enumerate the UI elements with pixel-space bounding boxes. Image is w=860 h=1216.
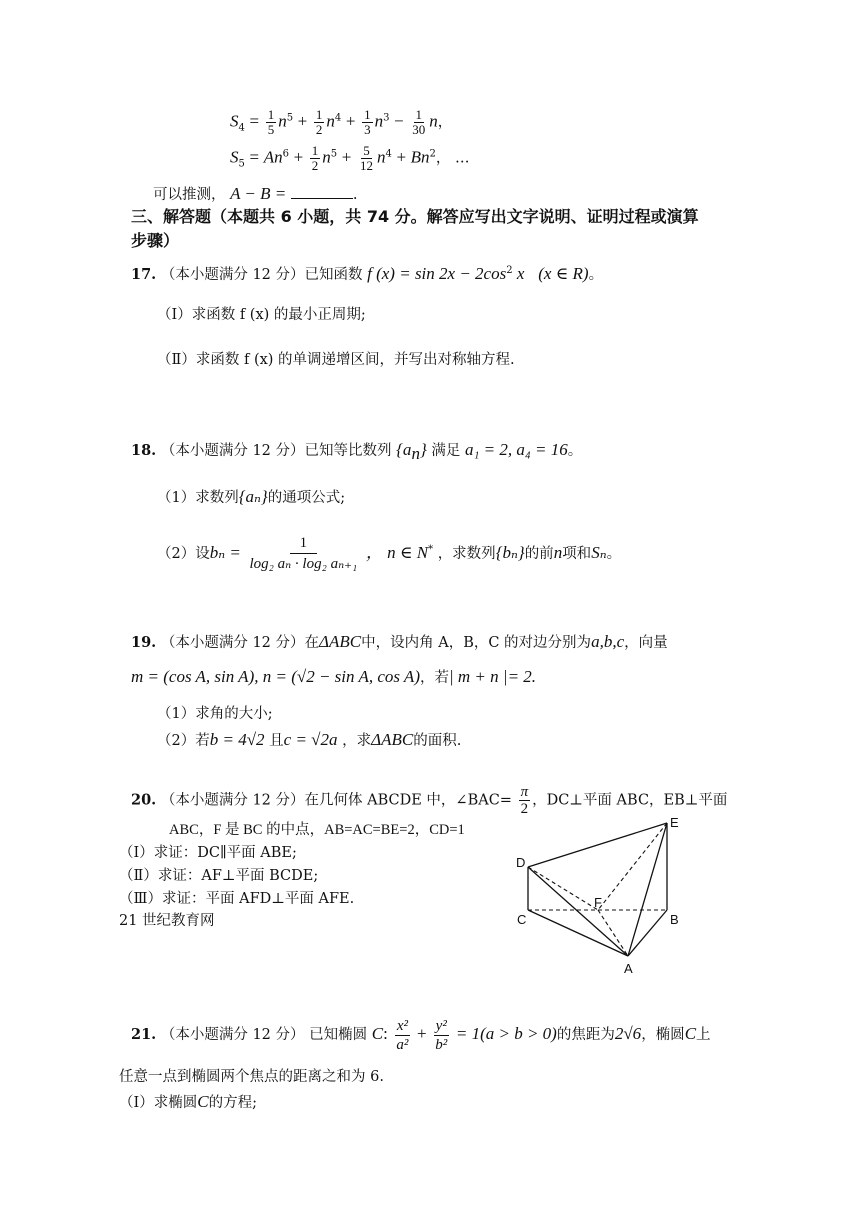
- s4-formula: $S_4$ = $\frac{1}{5}$ $n^5$ + $\frac{1}{2}$ $n^4$ + $\frac{1}{3}$ $n^3$ − $\frac{1}{30}$ n，: [230, 107, 453, 137]
- label-D: D: [516, 855, 526, 870]
- label-B: B: [670, 912, 679, 927]
- label-C: C: [517, 912, 527, 927]
- section-heading-cont: 步骤）: [131, 231, 180, 250]
- fraction: $\frac{1}{30}$: [412, 107, 426, 137]
- q21-part1: （Ⅰ）求椭圆C的方程;: [119, 1092, 257, 1111]
- q18-stem: 18. （本小题满分 12 分）已知等比数列 $\{a_n\}$ 满足 a₁ = 2, a₄ = 16。: [131, 440, 583, 463]
- q17-part2: （Ⅱ）求函数 f (x) 的单调递增区间，并写出对称轴方程.: [157, 352, 515, 368]
- label-F: F: [594, 895, 602, 910]
- q19-part2: （2）若b = 4√2 且c = √2a ，求ΔABC的面积.: [157, 730, 462, 749]
- q19-part1: （1）求角的大小;: [157, 706, 273, 722]
- fraction: $\frac{1}{2}$: [311, 143, 319, 173]
- q21-stem: 21. （本小题满分 12 分） 已知椭圆 C: $\frac{\text{x²}}{\text{a²}}$ + $\frac{\text{y²}}{\text{b²}}$ = 1(a > b > 0)的焦距为2√6，椭圆C上: [131, 1017, 711, 1053]
- geometry-figure: [510, 815, 710, 980]
- q18-part1: （1）求数列{aₙ}的通项公式;: [157, 487, 346, 506]
- section-heading: 三、解答题（本题共 6 小题，共 74 分。解答应写出文字说明、证明过程或演算: [131, 207, 699, 226]
- fraction: $\frac{1}{2}$: [315, 107, 323, 137]
- answer-blank[interactable]: [291, 184, 353, 199]
- q19-vectors: m = (cos A, sin A), n = (√2 − sin A, cos A)，若| m + n |= 2.: [131, 667, 537, 686]
- fraction: $\frac{5}{12}$: [359, 143, 373, 173]
- q18-part2: （2）设bₙ = $\frac{1}{\text{log₂ aₙ · log₂ aₙ₊₁}}$ ， n ∈ N* ，求数列{bₙ}的前n项和Sₙ。: [157, 535, 622, 573]
- fraction: $\frac{1}{3}$: [364, 107, 371, 137]
- fraction: $\frac{\text{y²}}{\text{b²}}$: [435, 1017, 448, 1053]
- q20-part3: （Ⅲ）求证：平面 AFD⊥平面 AFE.: [119, 891, 355, 907]
- fraction: $\frac{1}{5}$: [267, 107, 275, 137]
- fraction: $\frac{1}{\text{log₂ aₙ · log₂ aₙ₊₁}}$: [249, 535, 358, 573]
- q20-part1: （Ⅰ）求证：DC∥平面 ABE;: [119, 845, 297, 861]
- watermark-text: 21 世纪教育网: [119, 913, 215, 929]
- q17-part1: （Ⅰ）求函数 f (x) 的最小正周期;: [157, 307, 366, 323]
- fraction: $\frac{\text{x²}}{\text{a²}}$: [396, 1017, 409, 1053]
- q20-given: ABC，F 是 BC 的中点，AB=AC=BE=2，CD=1: [169, 822, 465, 838]
- q20-part2: （Ⅱ）求证：AF⊥平面 BCDE;: [119, 868, 319, 884]
- s5-formula: $S_5 = An^6$ + $\frac{1}{2}$ $n^5$ + $\frac{5}{12}$ $n^4 + Bn^2$， …: [230, 143, 470, 173]
- q20-stem: 20. （本小题满分 12 分）在几何体 ABCDE 中，∠BAC= $\frac{\pi}{2}$ ，DC⊥平面 ABC，EB⊥平面: [131, 784, 728, 817]
- q19-stem: 19. （本小题满分 12 分）在ΔABC中，设内角 A，B，C 的对边分别为a,b,c，向量: [131, 632, 668, 651]
- guess-line: 可以推测， A − B = .: [153, 184, 358, 203]
- label-E: E: [670, 815, 679, 830]
- label-A: A: [624, 961, 633, 976]
- q17-stem: 17. （本小题满分 12 分）已知函数 f $(x) = \sin 2x - 2\cos^2$ x (x ∈ R)。: [131, 263, 604, 283]
- fraction: $\frac{\pi}{2}$: [520, 784, 529, 817]
- q21-line2: 任意一点到椭圆两个焦点的距离之和为 6.: [119, 1069, 384, 1085]
